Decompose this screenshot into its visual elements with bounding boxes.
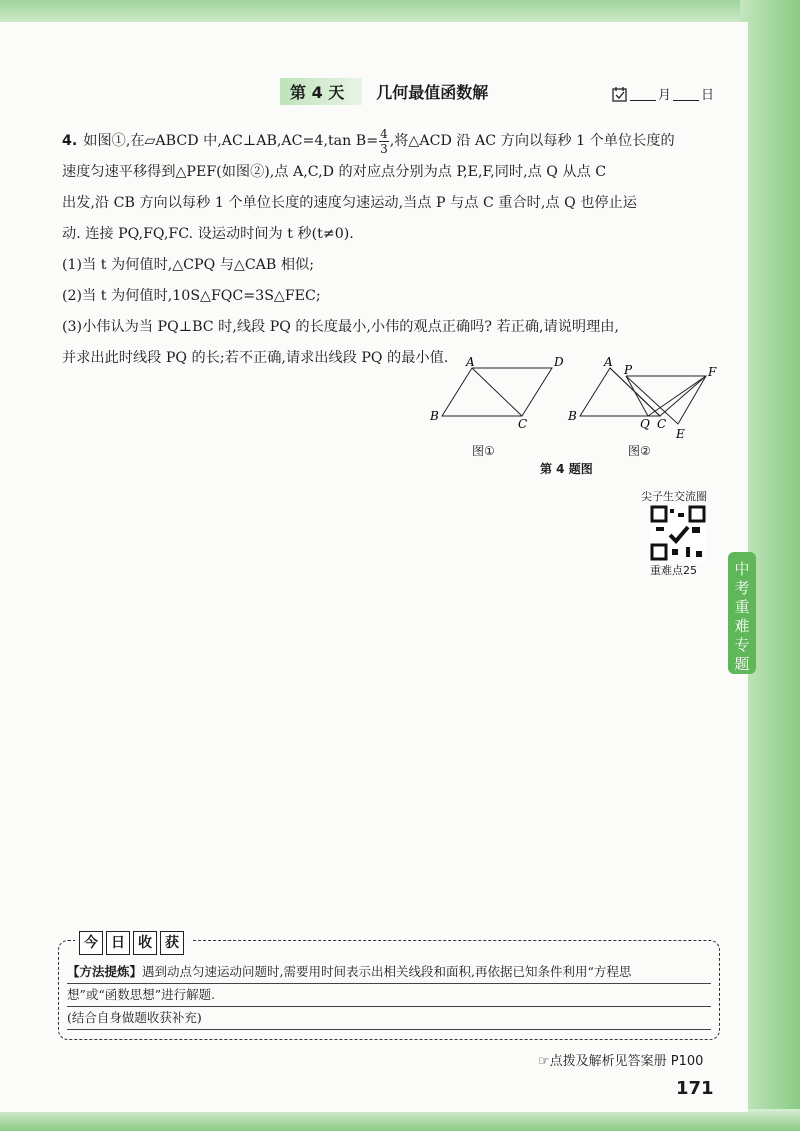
summary-body [67,961,711,1030]
fig2-label-c: C [657,417,667,431]
figure-2-caption: 图② [628,444,651,458]
problem-text: 如图①,在▱ABCD 中,AC⊥AB,AC=4,tan B= [83,133,379,149]
month-label: 月 [658,88,672,103]
summary-line [67,961,711,984]
geometry-figures [426,354,726,440]
problem-4 [62,126,722,374]
problem-line: 出发,沿 CB 方向以每秒 1 个单位长度的速度匀速运动,当点 P 与点 C 重合时,点 Q 也停止运 [62,195,637,211]
figure-1 [429,355,564,431]
problem-line: 动. 连接 PQ,FQ,FC. 设运动时间为 t 秒(t≠0). [62,226,354,242]
tan-fraction [379,127,389,156]
page-edge-bottom [0,1109,800,1131]
page-header [280,78,488,105]
side-tab-char: 考 [734,579,750,597]
side-tab-char: 重 [734,598,750,616]
figure-1-caption: 图① [472,444,495,458]
calendar-check-icon [612,86,628,102]
date-field [612,84,714,103]
sub-question-1: (1)当 t 为何值时,△CPQ 与△CAB 相似; [62,257,315,273]
fig2-label-q: Q [640,417,650,431]
fig2-label-e: E [676,427,685,440]
page-number: 171 [676,1078,714,1099]
problem-line [62,126,722,157]
daily-summary-box [58,935,720,1040]
summary-tag-char: 日 [106,931,130,955]
problem-text: ,将△ACD 沿 AC 方向以每秒 1 个单位长度的 [389,133,675,149]
summary-note-line[interactable]: (结合自身做题收获补充) [67,1007,711,1030]
sub-question-3: (3)小伟认为当 PQ⊥BC 时,线段 PQ 的长度最小,小伟的观点正确吗? 若正确,请说明理由, [62,319,619,335]
qr-subtitle: 重难点25 [650,564,697,577]
qr-label: 尖子生交流圈 [641,490,707,503]
question-number: 4. [62,133,78,149]
sub-question-2: (2)当 t 为何值时,10S△FQC=3S△FEC; [62,288,321,304]
fig2-label-b: B [568,409,577,423]
fig1-label-a: A [466,355,475,369]
side-tab [728,552,756,674]
fraction-numerator: 4 [380,126,388,141]
problem-line: 速度匀速平移得到△PEF(如图②),点 A,C,D 的对应点分别为点 P,E,F,同时,点 Q 从点 C [62,164,607,180]
side-tab-char: 中 [734,560,750,578]
figure-title: 第 4 题图 [540,462,593,476]
month-blank[interactable] [630,87,656,101]
summary-tag-char: 获 [160,931,184,955]
summary-tag-char: 今 [79,931,103,955]
fig2-label-a: A [604,355,613,369]
page-title: 几何最值函数解 [376,83,489,102]
day-label: 第 4 天 [280,78,362,105]
fig2-label-p: P [624,363,633,377]
side-tab-char: 难 [734,617,750,635]
method-text: 遇到动点匀速运动问题时,需要用时间表示出相关线段和面积,再依据已知条件利用“方程思 [142,964,632,979]
figure-2 [567,355,717,440]
answer-reference: ☞点拨及解析见答案册 P100 [538,1054,704,1069]
qr-code-icon[interactable] [650,505,706,561]
sub-question-3-cont: 并求出此时线段 PQ 的长;若不正确,请求出线段 PQ 的最小值. [62,350,449,366]
method-label: 【方法提炼】 [67,964,143,979]
side-tab-char: 专 [734,636,750,654]
fig1-label-d: D [554,355,564,369]
side-tab-char: 题 [734,655,750,673]
day-blank[interactable] [673,87,699,101]
summary-tag [75,931,191,955]
summary-line: 想”或“函数思想”进行解题. [67,984,711,1007]
fig2-label-f: F [708,365,717,379]
fraction-denominator: 3 [380,141,388,156]
fig1-label-c: C [518,417,528,431]
day-label-text: 日 [701,88,715,103]
fig1-label-b: B [430,409,439,423]
summary-tag-char: 收 [133,931,157,955]
